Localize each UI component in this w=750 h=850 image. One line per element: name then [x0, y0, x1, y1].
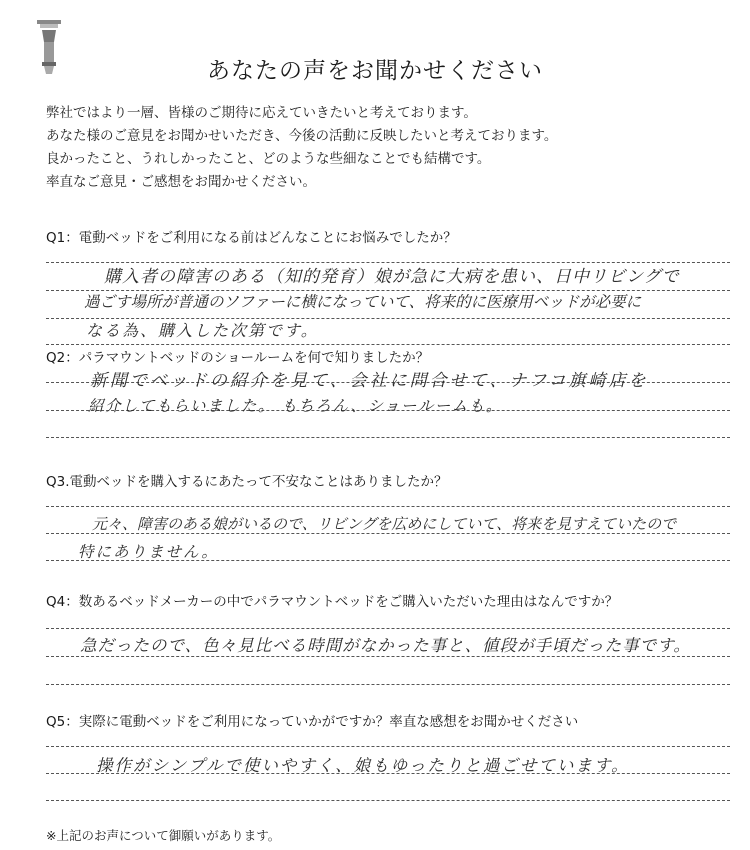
question-5-label: Q5：実際に電動ベッドをご利用になっていかがですか？率直な感想をお聞かせください [46, 714, 579, 730]
answer-5-line-1: 操作がシンプルで使いやすく、娘もゆったりと過ごせています。 [96, 756, 630, 775]
answer-3-line-2: 特にありません。 [78, 543, 219, 561]
question-3-label: Q3.電動ベッドを購入するにあたって不安なことはありましたか？ [46, 474, 448, 490]
answer-1-line-3: なる為、購入した次第です。 [86, 321, 319, 340]
page-title: あなたの声をお聞かせください [207, 58, 543, 84]
intro-line: 率直なご意見・ご感想をお聞かせください。 [46, 174, 316, 190]
footnote: ※上記のお声について御願いがあります。 [46, 828, 281, 843]
answer-line [46, 684, 730, 685]
answer-line [46, 344, 730, 345]
answer-3-line-1: 元々、障害のある娘がいるので、リビングを広めにしていて、将来を見すえていたので [92, 515, 677, 533]
question-2-label: Q2：パラマウントベッドのショールームを何で知りましたか？ [46, 350, 430, 366]
answer-2-line-1: 新聞でベッドの紹介を見て、会社に問合せて、ナフコ旗崎店を [90, 371, 649, 391]
answer-4-line-1: 急だったので、色々見比べる時間がなかった事と、値段が手頃だった事です。 [80, 636, 691, 655]
answer-line [46, 506, 730, 507]
intro-line: 弊社ではより一層、皆様のご期待に応えていきたいと考えております。 [46, 105, 477, 121]
answer-line [46, 656, 730, 657]
intro-line: 良かったこと、うれしかったこと、どのような些細なことでも結構です。 [46, 151, 491, 167]
intro-text [46, 102, 726, 194]
answer-line [46, 800, 730, 801]
answer-1-line-1: 購入者の障害のある（知的発育）娘が急に大病を患い、日中リビングで [104, 267, 680, 287]
answer-1-line-2: 過ごす場所が普通のソファーに横になっていて、将来的に医療用ベッドが必要に [84, 293, 642, 311]
answer-line [46, 437, 730, 438]
question-4-label: Q4：数あるベッドメーカーの中でパラマウントベッドをご購入いただいた理由はなんですか？ [46, 594, 619, 610]
answer-line [46, 628, 730, 629]
intro-line: あなた様のご意見をお聞かせいただき、今後の活動に反映したいと考えております。 [46, 128, 558, 144]
answer-line [46, 746, 730, 747]
answer-2-line-2: 紹介してもらいました。 もちろん、ショールームも。 [88, 397, 503, 415]
question-1-label: Q1：電動ベッドをご利用になる前はどんなことにお悩みでしたか？ [46, 230, 457, 246]
